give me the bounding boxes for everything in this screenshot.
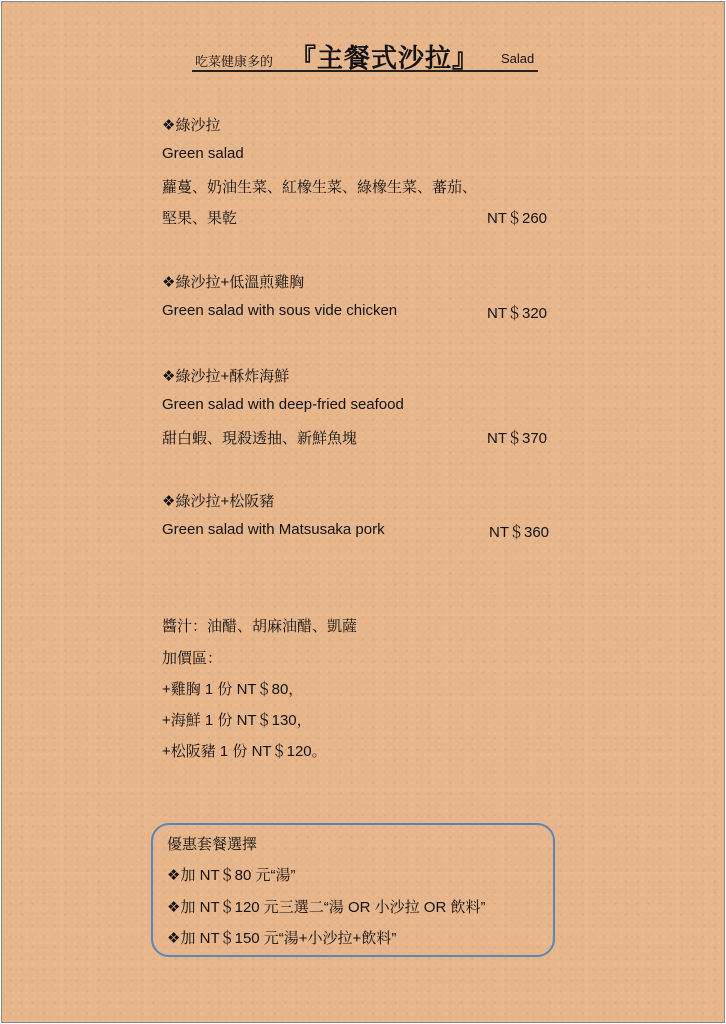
menu-page — [1, 1, 725, 1023]
item-green-salad-ingredients-2: 堅果、果乾 — [162, 210, 238, 227]
item-chicken-salad-price: NT＄320 — [487, 305, 548, 322]
item-green-salad-name-zh: ❖綠沙拉 — [162, 117, 221, 134]
item-pork-salad-price: NT＄360 — [489, 524, 550, 541]
item-seafood-salad-price: NT＄370 — [487, 430, 548, 447]
item-seafood-salad-name-en: Green salad with deep-fried seafood — [162, 396, 404, 413]
item-seafood-salad-ingredients: 甜白蝦、現殺透抽、新鮮魚塊 — [162, 430, 358, 447]
page-title: 『主餐式沙拉』 — [290, 43, 480, 73]
combo-heading: 優惠套餐選擇 — [167, 836, 258, 853]
addon-item: +雞胸 1 份 NT＄80， — [162, 681, 304, 698]
combo-option: ❖加 NT＄80 元“湯” — [167, 867, 296, 884]
combo-option: ❖加 NT＄120 元三選二“湯 OR 小沙拉 OR 飲料” — [167, 899, 486, 916]
combo-option: ❖加 NT＄150 元“湯+小沙拉+飲料” — [167, 930, 397, 947]
menu-header — [192, 36, 538, 72]
sauce-options: 醬汁：油醋、胡麻油醋、凱薩 — [162, 618, 358, 635]
addon-heading: 加價區： — [162, 650, 223, 667]
item-green-salad-price: NT＄260 — [487, 210, 548, 227]
item-green-salad-name-en: Green salad — [162, 145, 244, 162]
item-pork-salad-name-zh: ❖綠沙拉+松阪豬 — [162, 493, 275, 510]
item-chicken-salad-name-zh: ❖綠沙拉+低溫煎雞胸 — [162, 274, 305, 291]
item-green-salad-ingredients: 蘿蔓、奶油生菜、紅橡生菜、綠橡生菜、蕃茄、 — [162, 179, 478, 196]
header-prefix: 吃菜健康多的 — [195, 54, 274, 69]
item-chicken-salad-name-en: Green salad with sous vide chicken — [162, 302, 398, 319]
item-seafood-salad-name-zh: ❖綠沙拉+酥炸海鮮 — [162, 368, 290, 385]
item-pork-salad-name-en: Green salad with Matsusaka pork — [162, 521, 385, 538]
addon-item: +松阪豬 1 份 NT＄120。 — [162, 743, 327, 760]
addon-item: +海鮮 1 份 NT＄130， — [162, 712, 312, 729]
header-suffix: Salad — [501, 51, 535, 66]
